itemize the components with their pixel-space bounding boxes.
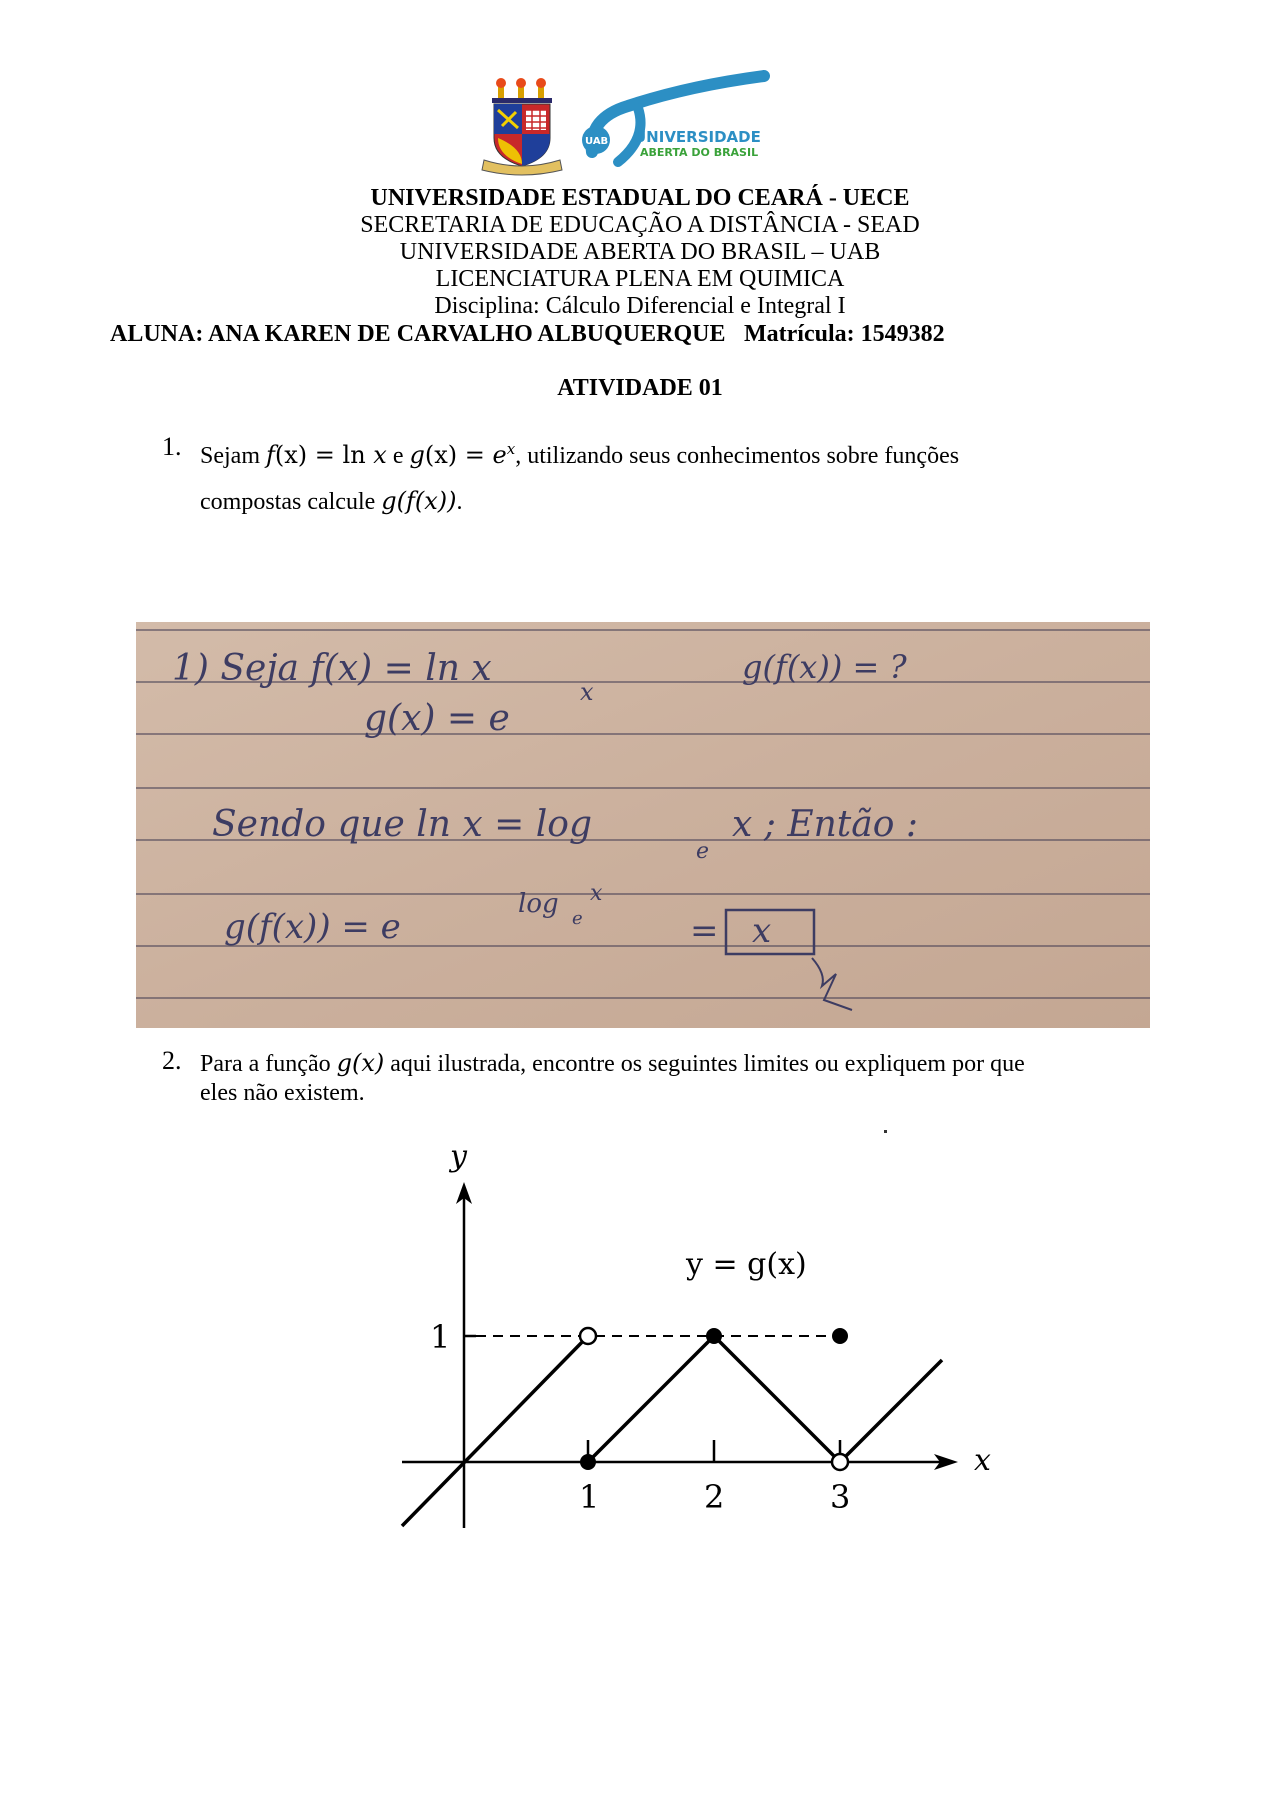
hw-line1-right: g(f(x)) = ? <box>742 648 907 686</box>
x-tick-2: 2 <box>704 1478 725 1516</box>
q1-text-c: compostas calcule <box>200 489 382 515</box>
y-axis-label: y <box>450 1139 467 1174</box>
hw-line2: g(x) = e <box>364 698 510 739</box>
question-2-text-line2: eles não existem. <box>200 1080 365 1106</box>
q1-sup: x <box>506 440 516 458</box>
segment-3 <box>714 1336 840 1462</box>
hw-line1-left: 1) Seja f(x) = ln x <box>172 648 492 689</box>
question-1-text-line2 <box>200 486 463 517</box>
q1-eq2: = <box>457 441 493 469</box>
header-line-3: UNIVERSIDADE ABERTA DO BRASIL – UAB <box>399 239 881 265</box>
q2-text-b: aqui ilustrada, encontre os seguintes limites ou expliquem por que <box>384 1051 1025 1077</box>
uab-logo <box>578 68 798 168</box>
q1-text-b: , utilizando seus conhecimentos sobre funções <box>515 443 960 469</box>
closed-point-1-0 <box>580 1454 596 1470</box>
activity-title: ATIVIDADE 01 <box>557 375 723 401</box>
x-tick-3: 3 <box>830 1478 851 1516</box>
q1-e: e <box>492 441 507 469</box>
x-axis-label: x <box>974 1443 991 1478</box>
question-2-number: 2. <box>162 1046 182 1075</box>
header-line-1: UNIVERSIDADE ESTADUAL DO CEARÁ - UECE <box>370 185 910 211</box>
hw-line3-left: Sendo que ln x = log <box>212 804 593 845</box>
header-line-5: Disciplina: Cálculo Diferencial e Integral I <box>434 293 846 319</box>
x-tick-1: 1 <box>579 1478 600 1516</box>
segment-4 <box>840 1360 942 1462</box>
q1-expr: g(f(x)) <box>381 487 457 515</box>
hw-line2-sup: x <box>580 678 594 706</box>
segment-2 <box>588 1336 714 1462</box>
hw-line4-sup: log <box>518 889 559 919</box>
q1-x1: (x) <box>274 441 308 469</box>
q1-g: g <box>409 441 425 469</box>
q2-g: g(x) <box>336 1049 385 1077</box>
closed-point-2-1 <box>706 1328 722 1344</box>
hw-line3-sub: e <box>696 839 710 864</box>
uab-logo-line1: UNIVERSIDADE <box>634 128 761 146</box>
q1-x3: (x) <box>424 441 458 469</box>
uab-logo-short: UAB <box>585 136 609 147</box>
q1-f: f <box>266 441 275 469</box>
closed-point-3-1 <box>832 1328 848 1344</box>
open-point-3-0 <box>832 1454 848 1470</box>
hw-line3-right: x ; Então : <box>732 804 918 845</box>
hw-line4-box: x <box>752 911 772 951</box>
open-point-1-1 <box>580 1328 596 1344</box>
hw-line4-supsub: e <box>572 908 583 929</box>
hw-line4-supx: x <box>590 881 603 906</box>
handwritten-answer-photo <box>136 622 1150 1028</box>
segment-1 <box>402 1336 588 1526</box>
uab-logo-line2: ABERTA DO BRASIL <box>640 146 759 159</box>
header-line-4: LICENCIATURA PLENA EM QUIMICA <box>435 266 845 292</box>
q2-text-a: Para a função <box>200 1051 337 1077</box>
header-line-2: SECRETARIA DE EDUCAÇÃO A DISTÂNCIA - SEAD <box>360 212 920 238</box>
q1-eq1: = ln <box>307 441 374 469</box>
hw-line4-equals: = <box>690 911 719 951</box>
student-registration: Matrícula: 1549382 <box>744 321 945 347</box>
stray-dot <box>884 1130 887 1133</box>
function-label: y = g(x) <box>686 1247 807 1282</box>
q1-x2: x <box>373 441 387 469</box>
question-1-text <box>200 434 1100 471</box>
question-1-number: 1. <box>162 432 182 461</box>
hw-line4-left: g(f(x)) = e <box>224 907 401 947</box>
q1-text-d: . <box>456 489 463 515</box>
question-2-text <box>200 1048 1140 1079</box>
student-name: ALUNA: ANA KAREN DE CARVALHO ALBUQUERQUE <box>110 321 726 347</box>
y-tick-1: 1 <box>430 1318 451 1356</box>
function-graph <box>380 1118 1020 1538</box>
uece-logo <box>478 76 566 176</box>
q1-and: e <box>386 443 410 469</box>
q1-text-a: Sejam <box>200 443 266 469</box>
